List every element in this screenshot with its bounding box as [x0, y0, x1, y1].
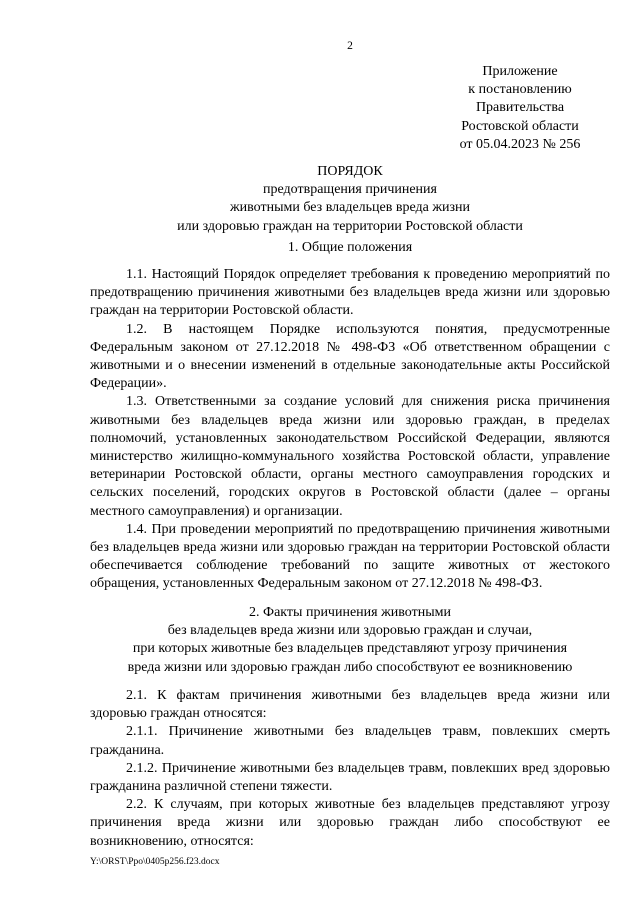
paragraph-1-2: 1.2. В настоящем Порядке используются понятия, предусмотренные Федеральным законом от 27.12.2018 № 498-ФЗ «Об ответственном обращении с животными и о внесении изменений в отдельные законодательные акты Российской Федерации». — [90, 321, 610, 392]
paragraph-2-1-1: 2.1.1. Причинение животными без владельцев травм, повлекших смерть гражданина. — [90, 724, 610, 758]
section-heading-line: без владельцев вреда жизни или здоровью граждан и случаи, — [167, 623, 533, 639]
section-2-body — [90, 687, 610, 851]
annex-line: к постановлению — [468, 82, 572, 98]
section-heading-line: вреда жизни или здоровью граждан либо способствуют ее возникновению — [127, 659, 573, 675]
paragraph-1-4: 1.4. При проведении мероприятий по предотвращению причинения животными без владельцев вреда жизни или здоровью граждан на территории Ростовской области обеспечивается соблюдение требований по защите животных от жестокого обращения, установленных Федеральным законом от 27.12.2018 № 498-ФЗ. — [90, 521, 610, 592]
title-heading: ПОРЯДОК — [317, 164, 383, 179]
title-line: предотвращения причинения — [263, 182, 437, 198]
title-line: или здоровью граждан на территории Ростовской области — [177, 218, 523, 234]
annex-line: Приложение — [482, 64, 558, 79]
paragraph-1-1: 1.1. Настоящий Порядок определяет требования к проведению мероприятий по предотвращению причинения животными без владельцев вреда жизни или здоровью граждан на территории Ростовской области. — [90, 267, 610, 319]
section-heading-text: 1. Общие положения — [287, 240, 413, 255]
section-2-heading — [90, 604, 610, 677]
annex-line: Ростовской области — [461, 118, 579, 134]
paragraph-2-1-2: 2.1.2. Причинение животными без владельцев травм, повлекших вред здоровью гражданина различной степени тяжести. — [90, 760, 610, 795]
paragraph-2-1: 2.1. К фактам причинения животными без владельцев вреда жизни или здоровью граждан относятся: — [90, 688, 610, 722]
page-number: 2 — [347, 40, 353, 52]
section-heading-line: при которых животные без владельцев представляют угрозу причинения — [132, 641, 568, 657]
footer-file-path: Y:\ORST\Ppo\0405p256.f23.docx — [90, 857, 220, 867]
paragraph-2-2: 2.2. К случаям, при которых животные без владельцев представляют угрозу причинения вреда жизни или здоровью граждан либо способствуют ее возникновению, относятся: — [90, 797, 610, 849]
section-1-heading — [90, 239, 610, 257]
annex-block — [440, 63, 600, 154]
annex-line: от 05.04.2023 № 256 — [459, 136, 581, 152]
annex-line: Правительства — [475, 100, 565, 116]
section-heading-line: 2. Факты причинения животными — [249, 605, 451, 620]
title-line: животными без владельцев вреда жизни — [229, 200, 471, 216]
paragraph-1-3: 1.3. Ответственными за создание условий для снижения риска причинения животными без владельцев вреда жизни или здоровью граждан, в пределах полномочий, установленных законодательством Российской Федерации, являются министерство жилищно-коммунального хозяйства Ростовской области, управление ветеринарии Ростовской области, органы местного самоуправления городских и сельских поселений, городских округов в Ростовской области (далее – органы местного самоуправления) и организации. — [90, 394, 610, 519]
section-1-body — [90, 266, 610, 594]
document-title — [90, 163, 610, 236]
